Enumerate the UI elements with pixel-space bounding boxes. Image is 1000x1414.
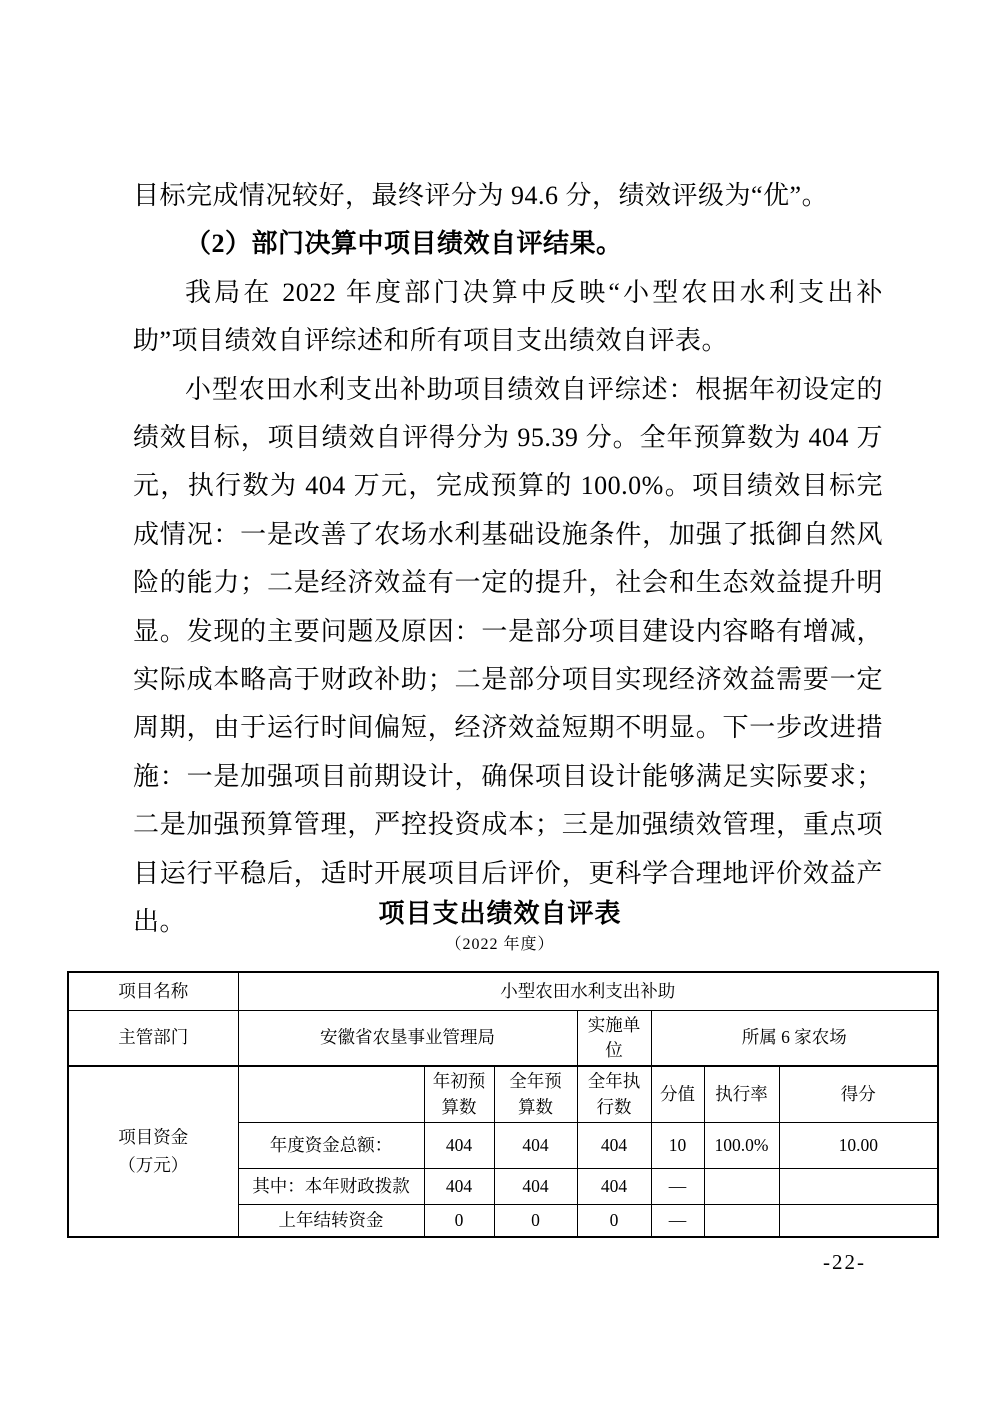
dept-value: 安徽省农垦事业管理局 [238,1010,577,1066]
cell-weight: — [651,1169,704,1205]
cell-initial-budget: 0 [424,1205,494,1237]
funds-section-label-text: 项目资金（万元） [118,1127,189,1176]
col-header-annual-budget [494,1066,577,1122]
empty-cell [238,1066,424,1122]
cell-exec-rate: 100.0% [704,1123,779,1169]
funds-section-label [68,1066,238,1236]
table-row [68,1010,938,1066]
cell-weight: 10 [651,1123,704,1169]
impl-unit-label-text: 实施单位 [587,1014,641,1060]
cell-exec-rate [704,1169,779,1205]
table-title: 项目支出绩效自评表 [378,898,622,928]
body-paragraph: 目标完成情况较好，最终评分为 94.6 分，绩效评级为“优”。 [133,181,829,210]
cell-annual-exec: 0 [577,1205,651,1237]
impl-unit-label [577,1010,651,1066]
cell-initial-budget: 404 [424,1123,494,1169]
row-label-fiscal-appropriation: 其中：本年财政拨款 [238,1169,424,1205]
col-header-text: 全年执行数 [587,1071,641,1117]
row-label-total-funds: 年度资金总额： [238,1123,424,1169]
cell-annual-exec: 404 [577,1123,651,1169]
col-header-text: 年初预算数 [432,1071,486,1117]
cell-initial-budget: 404 [424,1169,494,1205]
col-header-text: 全年预算数 [509,1071,562,1117]
cell-exec-rate [704,1205,779,1237]
page-number: -22- [823,1250,866,1274]
cell-annual-budget: 404 [494,1123,577,1169]
section-heading: （2）部门决算中项目绩效自评结果。 [185,229,623,259]
col-header-annual-exec [577,1066,651,1122]
self-evaluation-table [67,971,939,1238]
col-header-weight: 分值 [651,1066,704,1122]
project-name-value: 小型农田水利支出补助 [238,972,938,1010]
cell-weight: — [651,1205,704,1237]
col-header-score: 得分 [779,1066,938,1122]
dept-label: 主管部门 [68,1010,238,1066]
impl-unit-value: 所属 6 家农场 [651,1010,938,1066]
col-header-exec-rate: 执行率 [704,1066,779,1122]
table-subtitle: （2022 年度） [445,936,555,953]
body-paragraph: 小型农田水利支出补助项目绩效自评综述：根据年初设定的绩效目标，项目绩效自评得分为 95.39 分。全年预算数为 404 万元，执行数为 404 万元，完成预算的 100.0%。项目绩效目标完成情况：一是改善了农场水利基础设施条件，加强了抵御自然风险的能力；二是经济效益有一定的提升，社会和生态效益提升明显。发现的主要问题及原因：一是部分项目建设内容略有增减，实际成本略高于财政补助；二是部分项目实现经济效益需要一定周期，由于运行时间偏短，经济效益短期不明显。下一步改进措施：一是加强项目前期设计，确保项目设计能够满足实际要求；二是加强预算管理，严控投资成本；三是加强绩效管理，重点项目运行平稳后，适时开展项目后评价，更科学合理地评价效益产出。 [133,374,883,937]
cell-score [779,1169,938,1205]
cell-annual-exec: 404 [577,1169,651,1205]
body-paragraph: 我局在 2022 年度部门决算中反映“小型农田水利支出补助”项目绩效自评综述和所有项目支出绩效自评表。 [133,277,883,356]
table-header-row [68,1066,938,1122]
project-name-label: 项目名称 [68,972,238,1010]
document-body [133,172,883,947]
cell-score: 10.00 [779,1123,938,1169]
col-header-initial-budget [424,1066,494,1122]
row-label-carryover-funds: 上年结转资金 [238,1205,424,1237]
cell-annual-budget: 404 [494,1169,577,1205]
cell-annual-budget: 0 [494,1205,577,1237]
table-row [68,972,938,1010]
cell-score [779,1205,938,1237]
